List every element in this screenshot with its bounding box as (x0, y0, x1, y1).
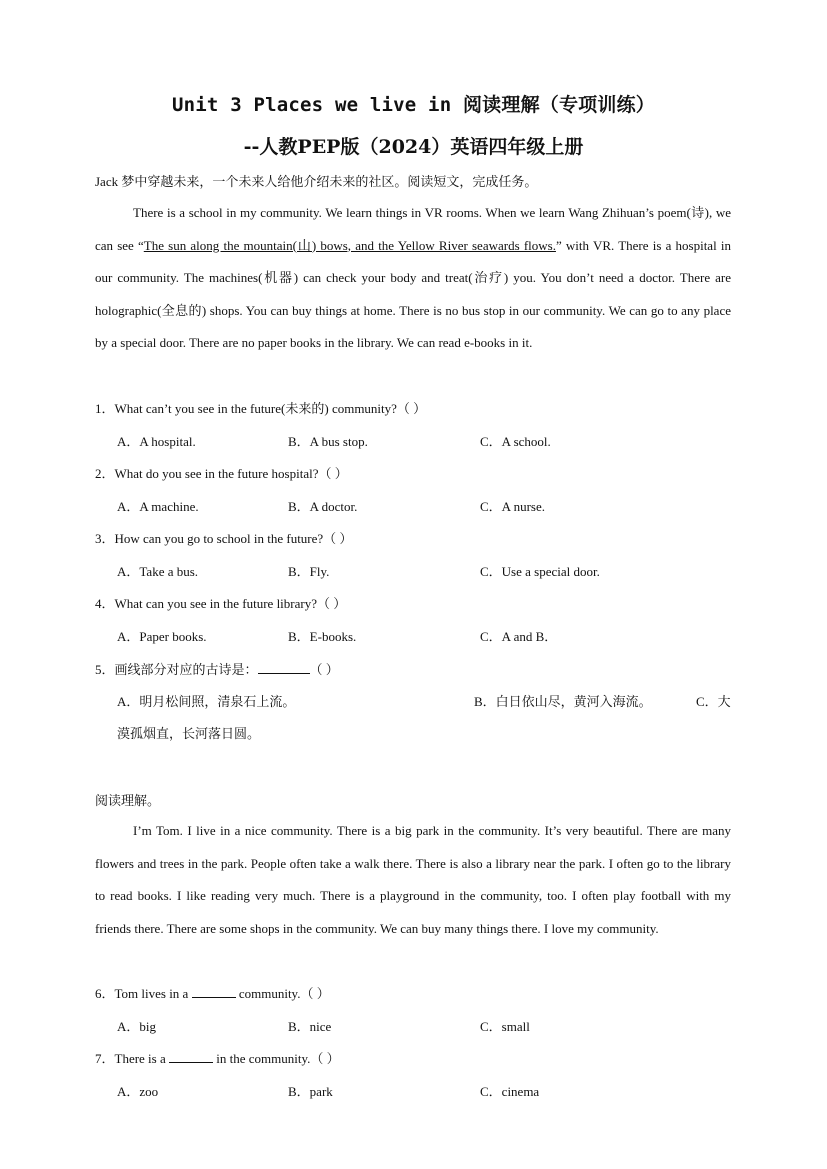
q2-option-c: C．A nurse. (480, 499, 546, 514)
q5-option-b: B．白日依山尽，黄河入海流。 (474, 694, 652, 709)
passage2-body: I’m Tom. I live in a nice community. There is a big park in the community. It’s very beautiful. There are many flowers and trees in the park. People often take a walk there. There is also a library near the park. I often go to the library to read books. I like reading very much. There is a playground in the community, too. I often play football with my friends there. There are some shops in the community. We can buy many things there. I love my community. (95, 823, 731, 936)
q5-prefix: 5．画线部分对应的古诗是： (95, 662, 258, 677)
passage1-text-after: ” with VR. There is a hospital in our community. The machines(机器) can check your body and treat(治疗) you. You don’t need a doctor. There are holographic(全息的) shops. You can buy things at home. There is no bus stop in our community. We can go to any place by a special door. There are no paper books in the library. We can read e-books in it. (95, 237, 731, 350)
q1-option-c: C．A school. (480, 434, 551, 449)
q3-option-c: C．Use a special door. (480, 564, 600, 579)
passage2-text (95, 815, 731, 945)
q6-option-c: C．small (480, 1019, 530, 1034)
q6-prefix: 6．Tom lives in a (95, 986, 189, 1001)
q6-option-b: B．nice (288, 1019, 332, 1034)
title-line-2: --人教PEP版（2024）英语四年级上册 (243, 136, 584, 158)
q5-answer-blank[interactable] (258, 661, 310, 674)
q6-suffix: community.（ ） (238, 986, 330, 1001)
q2-option-a: A．A machine. (117, 499, 199, 514)
q3-option-a: A．Take a bus. (117, 564, 199, 579)
q2-option-b: B．A doctor. (288, 499, 358, 514)
passage2-heading: 阅读理解。 (95, 793, 161, 808)
question-6 (95, 985, 735, 1003)
q5-option-c-continued: 漠孤烟直，长河落日圆。 (117, 726, 261, 741)
passage1-text (95, 197, 731, 360)
q7-prefix: 7．There is a (95, 1051, 166, 1066)
q4-option-c: C．A and B． (480, 629, 558, 644)
q4-option-a: A．Paper books. (117, 629, 207, 644)
q3-option-b: B．Fly. (288, 564, 330, 579)
question-3: 3．How can you go to school in the future?（ ） (95, 531, 353, 546)
passage1-text-before: There is a school in my community. We learn things in VR rooms. When we learn Wang Zhihuan’s poem(诗), we can see “ (95, 205, 731, 253)
question-7 (95, 1050, 735, 1068)
q7-option-b: B．park (288, 1084, 333, 1099)
q1-option-a: A．A hospital. (117, 434, 196, 449)
q6-option-a: A．big (117, 1019, 157, 1034)
q5-suffix: （ ） (309, 662, 339, 677)
q7-option-c: C．cinema (480, 1084, 540, 1099)
q5-option-a: A．明月松间照，清泉石上流。 (117, 694, 296, 709)
title-line-1: Unit 3 Places we live in 阅读理解（专项训练） (172, 94, 655, 116)
passage1-intro: Jack 梦中穿越未来，一个未来人给他介绍未来的社区。阅读短文，完成任务。 (95, 174, 538, 189)
q6-answer-blank[interactable] (192, 985, 236, 998)
question-1: 1．What can’t you see in the future(未来的) community?（ ） (95, 401, 427, 416)
q4-option-b: B．E-books. (288, 629, 357, 644)
underlined-poem-line: The sun along the mountain(山) bows, and the Yellow River seawards flows. (143, 237, 556, 253)
question-5 (95, 661, 735, 679)
q7-suffix: in the community.（ ） (216, 1051, 340, 1066)
q5-option-c-start: C．大 (696, 694, 731, 709)
q7-answer-blank[interactable] (169, 1050, 213, 1063)
q1-option-b: B．A bus stop. (288, 434, 368, 449)
question-2: 2．What do you see in the future hospital?（ ） (95, 466, 348, 481)
question-4: 4．What can you see in the future library?（ ） (95, 596, 347, 611)
q7-option-a: A．zoo (117, 1084, 159, 1099)
